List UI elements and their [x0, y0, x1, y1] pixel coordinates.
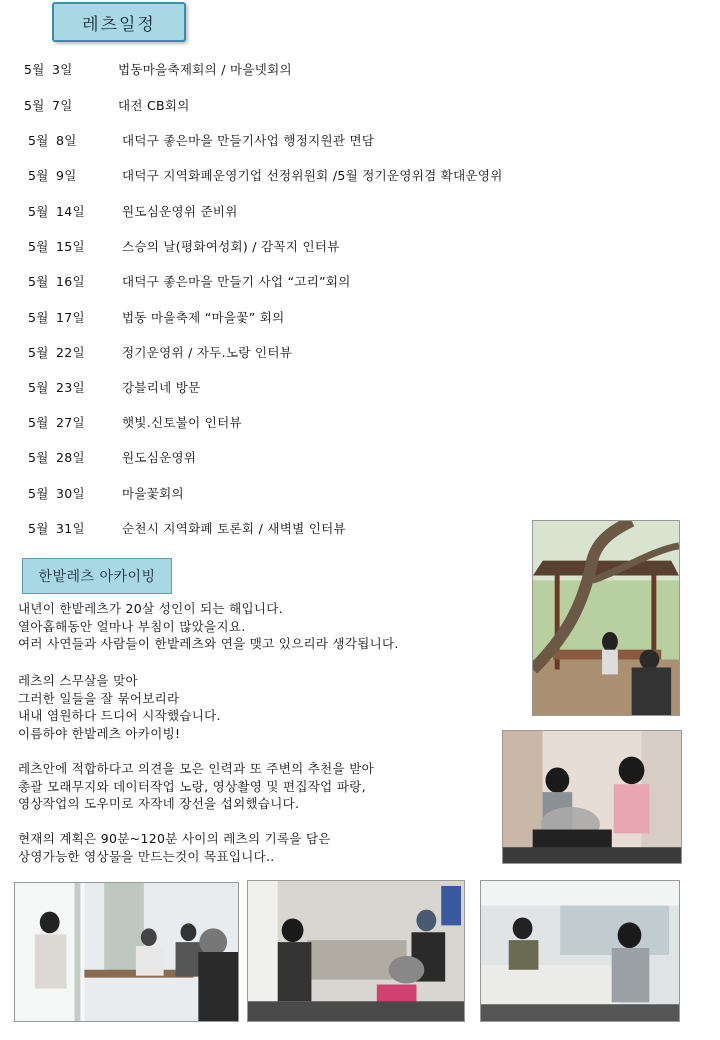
- schedule-item: [28, 448, 196, 466]
- schedule-month: 5월: [28, 274, 49, 289]
- archive-line: 총괄 모래무지와 데이터작업 노랑, 영상촬영 및 편집작업 파랑,: [18, 778, 366, 794]
- schedule-month: 5월: [28, 204, 49, 219]
- schedule-item: [28, 202, 238, 220]
- archive-line: 열아홉해동안 얼마나 부침이 많았을지요.: [18, 618, 246, 634]
- archive-paragraph: [18, 830, 331, 865]
- schedule-item: [24, 60, 292, 78]
- archive-paragraph: [18, 600, 399, 653]
- schedule-month: 5월: [28, 380, 49, 395]
- schedule-month: 5월: [28, 486, 49, 501]
- schedule-text: 원도심운영위 준비위: [122, 204, 238, 219]
- archive-line: 이름하야 한밭레츠 아카이빙!: [18, 725, 181, 741]
- archive-line: 내내 염원하다 드디어 시작했습니다.: [18, 708, 221, 723]
- schedule-text: 대덕구 좋은마을 만들기사업 행정지원관 면담: [122, 133, 375, 148]
- schedule-month: 5월: [28, 310, 49, 325]
- schedule-item: [28, 131, 374, 149]
- archive-line: 영상작업의 도우미로 자작네 장선을 섭외했습니다.: [18, 796, 300, 811]
- schedule-text: 법동마을축제회의 / 마을넷회의: [118, 62, 292, 77]
- cafe-interview-photo: [14, 882, 239, 1022]
- schedule-day: 8일: [56, 133, 77, 148]
- schedule-day: 17일: [56, 310, 85, 325]
- schedule-item: [28, 519, 346, 537]
- schedule-month: 5월: [24, 62, 45, 77]
- schedule-day: 27일: [56, 415, 85, 430]
- schedule-month: 5월: [28, 450, 49, 465]
- schedule-text: 마을꽃회의: [122, 486, 184, 501]
- schedule-text: 순천시 지역화폐 토론회 / 새벽별 인터뷰: [122, 521, 346, 536]
- archive-line: 레츠의 스무살을 맞아: [18, 673, 138, 688]
- schedule-item: [28, 308, 285, 326]
- archive-line: 내년이 한밭레츠가 20살 성인이 되는 해입니다.: [18, 601, 283, 616]
- archive-paragraph: [18, 672, 221, 742]
- schedule-item: [28, 272, 351, 290]
- schedule-text: 법동 마을축제 “마을꽃” 회의: [122, 310, 285, 325]
- schedule-text: 대덕구 좋은마을 만들기 사업 “고리”회의: [122, 274, 351, 289]
- archive-line: 레츠안에 적합하다고 의견을 모은 인력과 또 주변의 추천을 받아: [18, 761, 374, 776]
- schedule-month: 5월: [28, 168, 49, 183]
- archive-line: 여러 사연들과 사람들이 한밭레츠와 연을 맺고 있으리라 생각됩니다.: [18, 636, 399, 651]
- schedule-text: 햇빛.신토불이 인터뷰: [122, 415, 242, 430]
- archive-line: 현재의 계획은 90분~120분 사이의 레츠의 기록을 담은: [18, 831, 331, 846]
- schedule-day: 22일: [56, 345, 85, 360]
- indoor-interview-photo: [502, 730, 682, 864]
- schedule-text: 원도심운영위: [122, 450, 197, 465]
- schedule-item: [28, 237, 340, 255]
- schedule-month: 5월: [28, 345, 49, 360]
- archive-title: 한밭레츠 아카이빙: [22, 558, 172, 594]
- schedule-month: 5월: [28, 415, 49, 430]
- schedule-item: [28, 343, 292, 361]
- schedule-month: 5월: [28, 133, 49, 148]
- schedule-text: 강블리네 방문: [122, 380, 201, 395]
- schedule-day: 16일: [56, 274, 85, 289]
- archive-line: 그러한 일들을 잘 묶어보리라: [18, 690, 180, 706]
- schedule-item: [28, 378, 201, 396]
- schedule-day: 31일: [56, 521, 85, 536]
- schedule-month: 5월: [28, 521, 49, 536]
- schedule-day: 28일: [56, 450, 85, 465]
- schedule-day: 30일: [56, 486, 85, 501]
- schedule-item: [28, 166, 503, 184]
- schedule-item: [28, 484, 184, 502]
- schedule-text: 대덕구 지역화폐운영기업 선정위원회 /5월 정기운영위겸 확대운영위: [122, 168, 503, 183]
- schedule-day: 7일: [52, 98, 73, 113]
- schedule-title: 레츠일정: [52, 2, 186, 42]
- schedule-day: 14일: [56, 204, 85, 219]
- schedule-item: [24, 96, 190, 114]
- archive-line: 상영가능한 영상물을 만드는것이 목표입니다..: [18, 848, 275, 864]
- schedule-text: 대전 CB회의: [118, 98, 190, 113]
- schedule-day: 15일: [56, 239, 85, 254]
- schedule-item: [28, 413, 242, 431]
- schedule-month: 5월: [24, 98, 45, 113]
- schedule-day: 3일: [52, 62, 73, 77]
- meeting-room-interview-photo: [480, 880, 680, 1022]
- pavilion-interview-photo: [532, 520, 680, 716]
- schedule-text: 스승의 날(평화여성회) / 감꼭지 인터뷰: [122, 239, 340, 254]
- office-interview-photo: [247, 880, 465, 1022]
- schedule-day: 23일: [56, 380, 85, 395]
- schedule-month: 5월: [28, 239, 49, 254]
- schedule-text: 정기운영위 / 자두.노랑 인터뷰: [122, 345, 293, 360]
- archive-paragraph: [18, 760, 374, 813]
- schedule-day: 9일: [56, 168, 77, 183]
